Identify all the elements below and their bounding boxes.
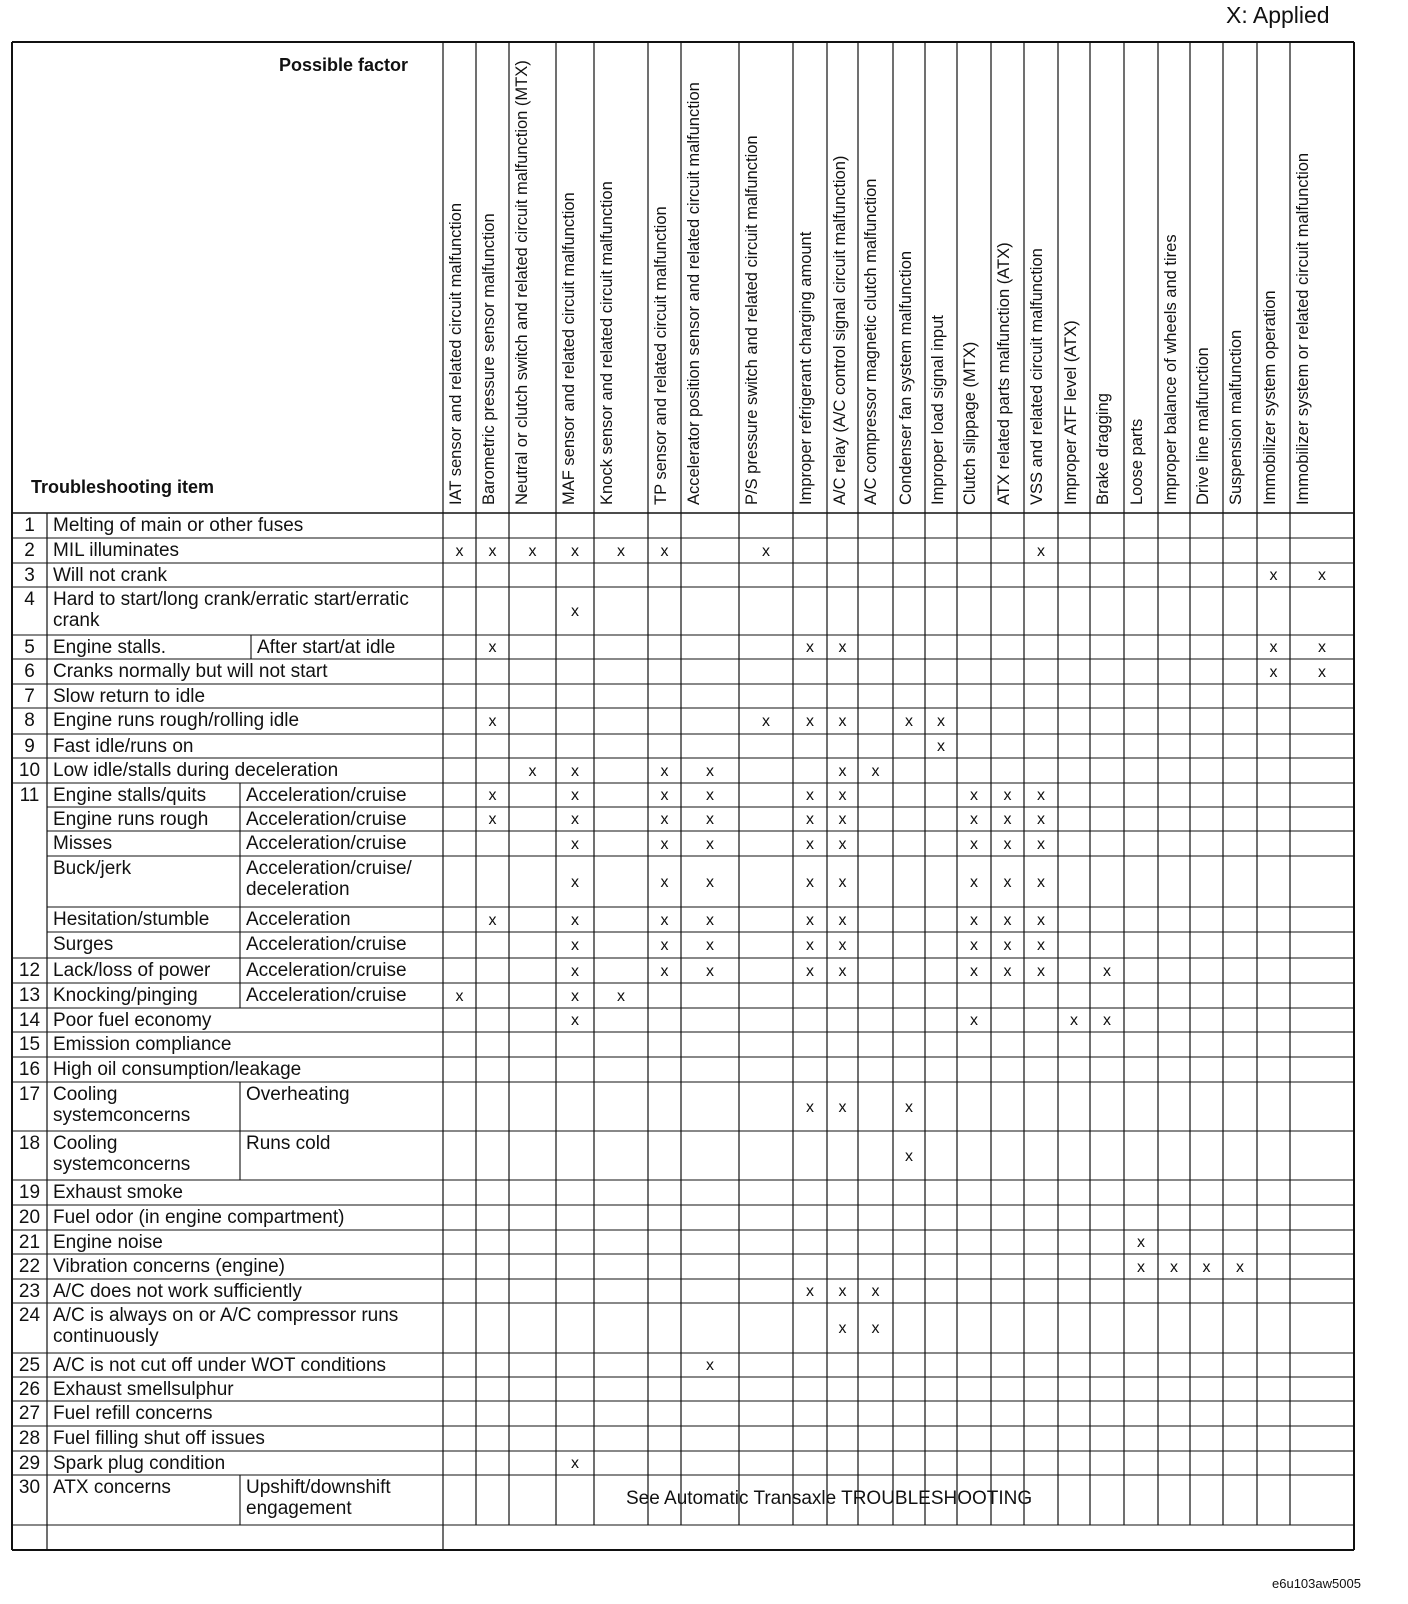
troubleshooting-item: Poor fuel economy <box>53 1010 212 1031</box>
applied-mark: x <box>970 962 978 980</box>
troubleshooting-item: Fuel odor (in engine compartment) <box>53 1207 345 1228</box>
applied-mark: x <box>660 787 669 804</box>
troubleshooting-item: Exhaust smellsulphur <box>53 1379 234 1400</box>
row-number: 20 <box>18 1207 41 1228</box>
troubleshooting-item: Emission compliance <box>53 1034 232 1055</box>
applied-mark: x <box>571 835 579 853</box>
applied-mark: x <box>1269 663 1278 681</box>
applied-mark: x <box>528 542 537 560</box>
troubleshooting-item: Spark plug condition <box>53 1453 226 1474</box>
applied-mark: x <box>660 811 669 828</box>
applied-mark: x <box>1037 542 1045 560</box>
row-number: 4 <box>24 589 35 610</box>
applied-mark: x <box>970 873 978 891</box>
column-header: ATX related parts malfunction (ATX) <box>995 242 1013 505</box>
troubleshooting-item: Engine runs rough/rolling idle <box>53 710 300 731</box>
troubleshooting-item: Cranks normally but will not start <box>53 661 328 682</box>
column-header: A/C compressor magnetic clutch malfunction <box>862 178 880 505</box>
applied-mark: x <box>806 811 814 828</box>
applied-mark: x <box>806 835 814 853</box>
applied-mark: x <box>1003 835 1012 853</box>
condition-label: Acceleration/cruise <box>246 809 407 830</box>
row-number: 30 <box>18 1477 41 1498</box>
row-number: 11 <box>19 785 40 806</box>
applied-mark: x <box>1103 962 1111 980</box>
troubleshooting-item: Engine runs rough <box>53 809 209 830</box>
applied-mark: x <box>806 1098 814 1116</box>
applied-mark: x <box>1202 1258 1211 1276</box>
applied-mark: x <box>806 962 814 980</box>
applied-mark: x <box>838 1283 847 1300</box>
possible-factor-label: Possible factor <box>279 55 409 75</box>
column-header: P/S pressure switch and related circuit malfunction <box>743 135 761 505</box>
figure-id: e6u103aw5005 <box>1272 1576 1361 1591</box>
applied-mark: x <box>1003 787 1012 804</box>
condition-label: After start/at idle <box>257 637 396 658</box>
applied-mark: x <box>905 713 913 730</box>
troubleshooting-item: A/C does not work sufficiently <box>53 1281 302 1302</box>
condition-label: Upshift/downshift engagement <box>246 1477 391 1519</box>
condition-label: Acceleration/cruise <box>246 785 407 806</box>
applied-mark: x <box>838 873 847 891</box>
column-header: MAF sensor and related circuit malfunction <box>560 192 578 505</box>
applied-mark: x <box>571 873 579 891</box>
applied-mark: x <box>806 911 814 929</box>
applied-mark: x <box>1037 835 1045 853</box>
row-number: 2 <box>24 540 35 561</box>
applied-mark: x <box>1037 937 1045 954</box>
troubleshooting-item: MIL illuminates <box>53 540 180 561</box>
condition-label: Acceleration/cruise <box>246 985 407 1006</box>
applied-mark: x <box>706 811 714 828</box>
applied-mark: x <box>660 911 669 929</box>
troubleshooting-item: Knocking/pinging <box>53 985 198 1006</box>
applied-mark: x <box>838 1320 847 1337</box>
applied-mark: x <box>488 542 497 560</box>
applied-mark: x <box>1037 873 1045 891</box>
applied-mark: x <box>571 1012 579 1029</box>
row-number: 14 <box>18 1010 41 1031</box>
applied-mark: x <box>871 1320 880 1337</box>
row-number: 10 <box>18 760 41 781</box>
column-header: Brake dragging <box>1094 393 1112 505</box>
column-header: Suspension malfunction <box>1227 329 1245 505</box>
applied-mark: x <box>838 911 847 929</box>
troubleshooting-item: Fuel refill concerns <box>53 1403 213 1424</box>
troubleshooting-item: Lack/loss of power <box>53 960 211 981</box>
row-number: 25 <box>18 1355 41 1376</box>
applied-mark: x <box>706 911 714 929</box>
applied-mark: x <box>1037 787 1045 804</box>
column-header: TP sensor and related circuit malfunction <box>652 206 670 505</box>
applied-mark: x <box>1318 567 1326 584</box>
applied-mark: x <box>762 713 770 730</box>
column-header: Immobilizer system or related circuit malfunction <box>1294 152 1312 505</box>
row-number: 9 <box>24 736 35 757</box>
applied-mark: x <box>806 937 814 954</box>
applied-mark: x <box>1037 962 1045 980</box>
column-header: VSS and related circuit malfunction <box>1028 248 1046 505</box>
troubleshooting-item: Slow return to idle <box>53 686 206 707</box>
applied-mark: x <box>617 987 625 1005</box>
applied-mark: x <box>1137 1234 1145 1251</box>
column-header: A/C relay (A/C control signal circuit malfunction) <box>831 155 849 505</box>
column-header: Drive line malfunction <box>1194 347 1212 505</box>
applied-mark: x <box>571 787 579 804</box>
applied-mark: x <box>1269 639 1278 656</box>
applied-mark: x <box>806 1283 814 1300</box>
applied-mark: x <box>1170 1258 1178 1276</box>
applied-mark: x <box>937 738 945 755</box>
applied-mark: x <box>838 962 847 980</box>
applied-mark: x <box>1037 911 1045 929</box>
applied-mark: x <box>806 787 814 804</box>
applied-mark: x <box>970 937 978 954</box>
condition-label: Acceleration/cruise <box>246 960 407 981</box>
applied-mark: x <box>806 873 814 891</box>
row-number: 6 <box>24 661 35 682</box>
column-header: Immobilizer system operation <box>1261 290 1279 505</box>
applied-mark: x <box>455 987 464 1005</box>
applied-mark: x <box>660 962 669 980</box>
troubleshooting-item: Cooling systemconcerns <box>53 1133 191 1175</box>
row-number: 28 <box>18 1428 41 1449</box>
applied-mark: x <box>838 811 847 828</box>
row-number: 13 <box>18 985 41 1006</box>
troubleshooting-item: Will not crank <box>53 565 168 586</box>
applied-mark: x <box>1318 663 1326 681</box>
applied-mark: x <box>838 762 847 780</box>
applied-mark: x <box>571 542 579 560</box>
column-header: Knock sensor and related circuit malfunction <box>598 181 616 505</box>
troubleshooting-item: Exhaust smoke <box>53 1182 183 1203</box>
applied-mark: x <box>706 762 714 780</box>
column-header: Accelerator position sensor and related circuit malfunction <box>685 82 703 505</box>
applied-mark: x <box>1269 567 1278 584</box>
row-number: 29 <box>18 1453 41 1474</box>
applied-mark: x <box>571 811 579 828</box>
condition-label: Acceleration/cruise <box>246 934 407 955</box>
applied-mark: x <box>970 1012 978 1029</box>
troubleshooting-item: Cooling systemconcerns <box>53 1084 191 1126</box>
applied-mark: x <box>706 1357 714 1374</box>
applied-mark: x <box>806 639 814 656</box>
applied-mark: x <box>1003 937 1012 954</box>
applied-mark: x <box>970 787 978 804</box>
applied-mark: x <box>706 937 714 954</box>
troubleshooting-item: ATX concerns <box>53 1477 171 1498</box>
troubleshooting-item: Buck/jerk <box>53 858 132 879</box>
column-header: IAT sensor and related circuit malfunction <box>447 202 465 505</box>
applied-mark: x <box>571 962 579 980</box>
column-header: Neutral or clutch switch and related circuit malfunction (MTX) <box>513 60 531 505</box>
row-number: 1 <box>24 515 35 536</box>
applied-mark: x <box>706 835 714 853</box>
column-header: Clutch slippage (MTX) <box>961 341 979 505</box>
row-number: 5 <box>24 637 35 658</box>
applied-mark: x <box>838 937 847 954</box>
troubleshooting-item: Fuel filling shut off issues <box>53 1428 265 1449</box>
applied-mark: x <box>937 713 945 730</box>
condition-label: Acceleration <box>246 909 351 930</box>
troubleshooting-item: Low idle/stalls during deceleration <box>53 760 339 781</box>
legend-applied: X: Applied <box>1226 2 1330 28</box>
applied-mark: x <box>660 762 669 780</box>
row-number: 19 <box>18 1182 41 1203</box>
applied-mark: x <box>806 713 814 730</box>
row-number: 21 <box>18 1232 41 1253</box>
applied-mark: x <box>571 1455 579 1472</box>
row-number: 22 <box>18 1256 41 1277</box>
troubleshooting-item: Fast idle/runs on <box>53 736 194 757</box>
applied-mark: x <box>660 542 669 560</box>
applied-mark: x <box>488 639 497 656</box>
column-header: Improper balance of wheels and tires <box>1162 234 1180 505</box>
applied-mark: x <box>660 937 669 954</box>
row-number: 7 <box>24 686 35 707</box>
applied-mark: x <box>1003 811 1012 828</box>
condition-label: Acceleration/cruise <box>246 833 407 854</box>
applied-mark: x <box>970 911 978 929</box>
applied-mark: x <box>905 1147 913 1165</box>
applied-mark: x <box>528 762 537 780</box>
troubleshooting-item: A/C is always on or A/C compressor runs continuously <box>53 1305 399 1347</box>
column-header: Improper load signal input <box>929 315 947 505</box>
troubleshooting-item: Engine stalls. <box>53 637 167 658</box>
condition-label: Acceleration/cruise/ deceleration <box>246 858 412 900</box>
applied-mark: x <box>838 1098 847 1116</box>
applied-mark: x <box>1070 1012 1078 1029</box>
troubleshooting-item: Hesitation/stumble <box>53 909 210 930</box>
row-number: 17 <box>18 1084 41 1105</box>
applied-mark: x <box>455 542 464 560</box>
row-number: 8 <box>24 710 35 731</box>
troubleshooting-item: Melting of main or other fuses <box>53 515 304 536</box>
row-number: 24 <box>18 1305 41 1326</box>
applied-mark: x <box>571 911 579 929</box>
row-number: 27 <box>18 1403 41 1424</box>
applied-mark: x <box>706 962 714 980</box>
applied-mark: x <box>1003 873 1012 891</box>
applied-mark: x <box>1103 1012 1111 1029</box>
applied-mark: x <box>1037 811 1045 828</box>
row-number: 16 <box>18 1059 41 1080</box>
applied-mark: x <box>571 762 579 780</box>
applied-mark: x <box>706 873 714 891</box>
applied-mark: x <box>706 787 714 804</box>
condition-label: Runs cold <box>246 1133 331 1154</box>
column-header: Improper refrigerant charging amount <box>797 231 815 505</box>
applied-mark: x <box>488 811 497 828</box>
applied-mark: x <box>970 811 978 828</box>
row-number: 26 <box>18 1379 41 1400</box>
applied-mark: x <box>838 835 847 853</box>
applied-mark: x <box>660 835 669 853</box>
troubleshooting-item: Engine noise <box>53 1232 163 1253</box>
applied-mark: x <box>488 911 497 929</box>
troubleshooting-item-label: Troubleshooting item <box>31 477 214 497</box>
row-number: 23 <box>18 1281 41 1302</box>
applied-mark: x <box>571 987 579 1005</box>
applied-mark: x <box>1137 1258 1145 1276</box>
troubleshooting-item: Vibration concerns (engine) <box>53 1256 286 1277</box>
applied-mark: x <box>762 542 770 560</box>
row-number: 12 <box>18 960 41 981</box>
troubleshooting-item: Hard to start/long crank/erratic start/erratic crank <box>53 589 409 631</box>
applied-mark: x <box>660 873 669 891</box>
row-number: 15 <box>18 1034 41 1055</box>
applied-mark: x <box>571 937 579 954</box>
column-header: Improper ATF level (ATX) <box>1062 320 1080 505</box>
applied-mark: x <box>488 713 497 730</box>
applied-mark: x <box>838 639 847 656</box>
applied-mark: x <box>488 787 497 804</box>
column-header: Condenser fan system malfunction <box>897 250 915 505</box>
applied-mark: x <box>970 835 978 853</box>
applied-mark: x <box>1318 639 1326 656</box>
troubleshooting-item: A/C is not cut off under WOT conditions <box>53 1355 387 1376</box>
applied-mark: x <box>1236 1258 1244 1276</box>
applied-mark: x <box>617 542 625 560</box>
condition-label: Overheating <box>246 1084 350 1105</box>
column-header: Loose parts <box>1128 418 1146 505</box>
row-number: 18 <box>18 1133 41 1154</box>
applied-mark: x <box>571 603 579 620</box>
applied-mark: x <box>838 713 847 730</box>
applied-mark: x <box>871 762 880 780</box>
column-header: Barometric pressure sensor malfunction <box>480 213 498 505</box>
applied-mark: x <box>1003 962 1012 980</box>
applied-mark: x <box>871 1283 880 1300</box>
troubleshooting-item: Misses <box>53 833 113 854</box>
see-transaxle-note: See Automatic Transaxle TROUBLESHOOTING <box>626 1488 1033 1509</box>
applied-mark: x <box>905 1098 913 1116</box>
troubleshooting-item: High oil consumption/leakage <box>53 1059 302 1080</box>
row-number: 3 <box>24 565 35 586</box>
applied-mark: x <box>1003 911 1012 929</box>
applied-mark: x <box>838 787 847 804</box>
troubleshooting-item: Surges <box>53 934 114 955</box>
troubleshooting-item: Engine stalls/quits <box>53 785 207 806</box>
